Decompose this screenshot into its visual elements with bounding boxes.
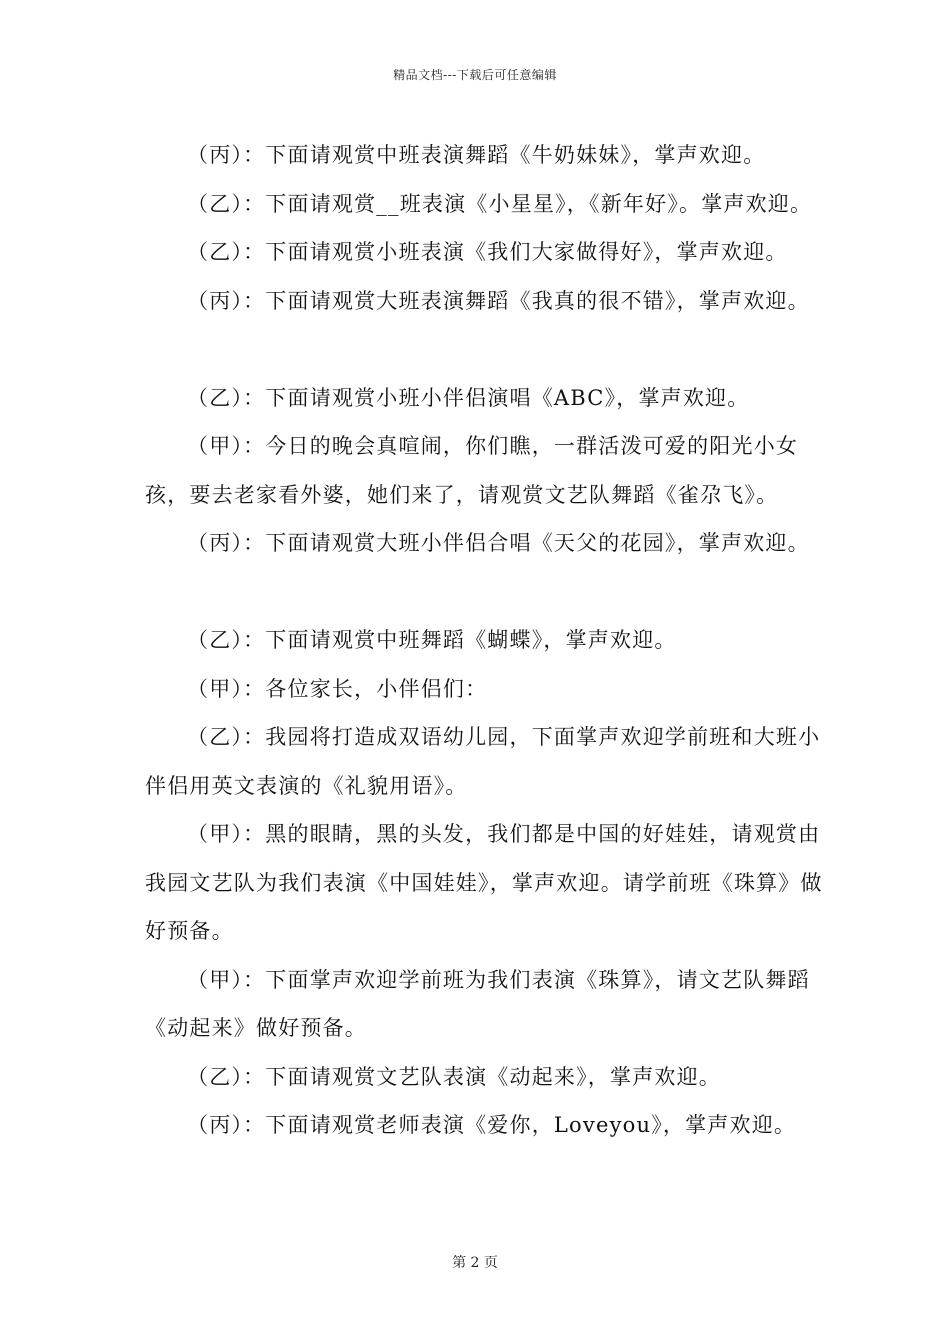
paragraph: （丙）：下面请观赏大班表演舞蹈《我真的很不错》，掌声欢迎。	[187, 288, 810, 313]
paragraph: （丙）：下面请观赏大班小伴侣合唱《天父的花园》，掌声欢迎。	[187, 531, 810, 555]
paragraph: （乙）：下面请观赏中班舞蹈《蝴蝶》，掌声欢迎。	[187, 628, 677, 652]
blank-line	[145, 325, 825, 374]
document-body	[145, 131, 825, 1150]
paragraph: （甲）：下面掌声欢迎学前班为我们表演《珠算》，请文艺队舞蹈《动起来》做好预备。	[145, 967, 810, 1040]
paragraph: （乙）：下面请观赏小班小伴侣演唱《ABC》，掌声欢迎。	[187, 385, 750, 410]
paragraph: （乙）：下面请观赏小班表演《我们大家做得好》，掌声欢迎。	[187, 240, 788, 264]
paragraph: （丙）：下面请观赏老师表演《爱你，Loveyou》，掌声欢迎。	[187, 1113, 797, 1137]
page-number: 第 2 页	[452, 1255, 498, 1271]
paragraph: （甲）：各位家长，小伴侣们：	[187, 676, 488, 701]
paragraph: （乙）：我园将打造成双语幼儿园，下面掌声欢迎学前班和大班小伴侣用英文表演的《礼貌用语》。	[145, 725, 821, 798]
paragraph: （丙）：下面请观赏中班表演舞蹈《牛奶妹妹》，掌声欢迎。	[187, 143, 766, 167]
paragraph: （甲）：今日的晚会真喧闹，你们瞧，一群活泼可爱的阳光小女孩，要去老家看外婆，她们来了，请观赏文艺队舞蹈《雀尕飞》。	[145, 434, 799, 507]
paragraph: （甲）：黑的眼睛，黑的头发，我们都是中国的好娃娃，请观赏由我园文艺队为我们表演《中国娃娃》，掌声欢迎。请学前班《珠算》做好预备。	[145, 822, 823, 943]
blank-line	[145, 568, 825, 617]
page-header: 精品文档---下载后可任意编辑	[393, 68, 557, 82]
paragraph: （乙）：下面请观赏文艺队表演《动起来》，掌声欢迎。	[187, 1064, 721, 1089]
paragraph: （乙）：下面请观赏__班表演《小星星》，《新年好》。掌声欢迎。	[187, 191, 813, 216]
